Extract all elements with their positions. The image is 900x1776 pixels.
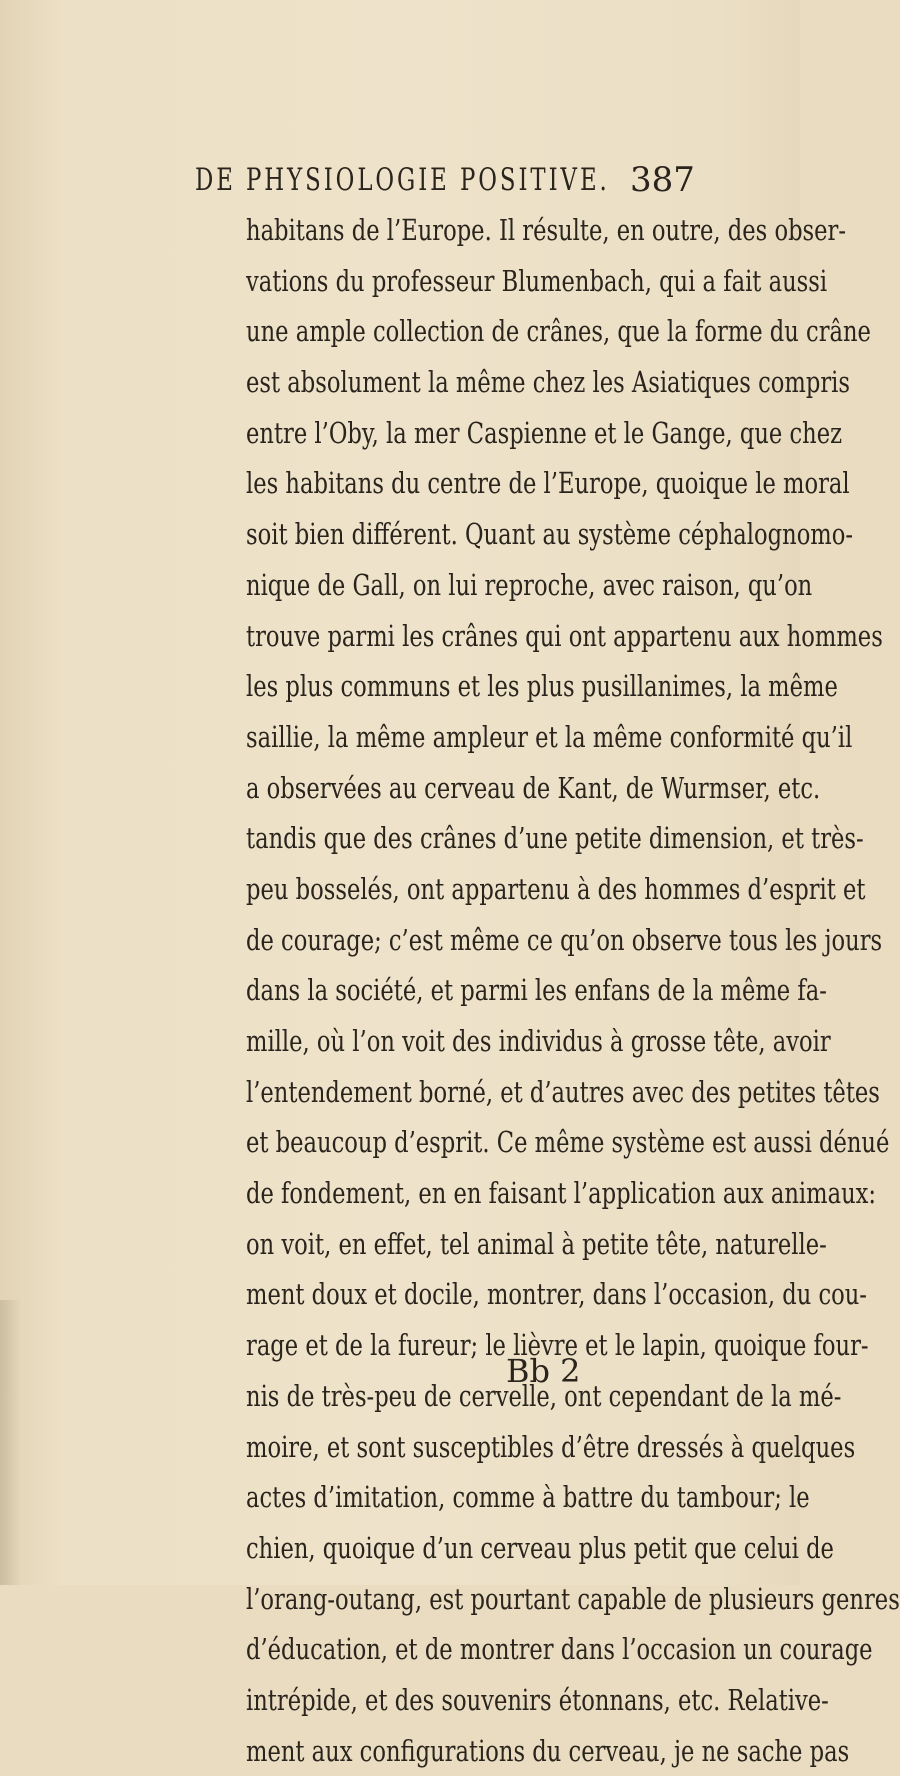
text-line: soit bien différent. Quant au système céphalognomo- [246, 517, 854, 552]
text-line: ment aux configurations du cerveau, je ne sache pas [246, 1733, 850, 1768]
text-line: une ample collection de crânes, que la forme du crâne [246, 314, 871, 349]
text-line: l’orang-outang, est pourtant capable de plusieurs genres [246, 1581, 900, 1616]
text-line: on voit, en effet, tel animal à petite tête, naturelle- [246, 1226, 827, 1261]
signature-mark: Bb 2 [506, 1352, 581, 1390]
text-line: d’éducation, et de montrer dans l’occasion un courage [246, 1632, 873, 1667]
text-line: chien, quoique d’un cerveau plus petit que celui de [246, 1530, 834, 1565]
text-line: moire, et sont susceptibles d’être dressés à quelques [246, 1429, 856, 1464]
text-line: saillie, la même ampleur et la même conformité qu’il [246, 719, 853, 754]
text-line: l’entendement borné, et d’autres avec des petites têtes [246, 1074, 880, 1109]
text-line: trouve parmi les crânes qui ont appartenu aux hommes [246, 618, 883, 653]
text-line: les plus communs et les plus pusillanimes, la même [246, 669, 838, 704]
text-line: dans la société, et parmi les enfans de la même fa- [246, 973, 827, 1008]
text-line: nis de très-peu de cervelle, ont cependant de la mé- [246, 1378, 842, 1413]
text-line: est absolument la même chez les Asiatiques compris [246, 365, 850, 400]
page-header [195, 160, 785, 210]
text-line: a observées au cerveau de Kant, de Wurmser, etc. [246, 770, 821, 805]
text-line: vations du professeur Blumenbach, qui a fait aussi [246, 263, 828, 298]
text-line: et beaucoup d’esprit. Ce même système est aussi dénué [246, 1125, 890, 1160]
body-text [246, 205, 900, 1776]
text-line: ment doux et docile, montrer, dans l’occasion, du cou- [246, 1277, 867, 1312]
text-line: intrépide, et des souvenirs étonnans, etc. Relative- [246, 1682, 829, 1717]
text-line: peu bosselés, ont appartenu à des hommes d’esprit et [246, 871, 866, 906]
text-line: rage et de la fureur; le lièvre et le lapin, quoique four- [246, 1328, 869, 1363]
page-number: 387 [630, 160, 695, 200]
text-line: les habitans du centre de l’Europe, quoique le moral [246, 466, 850, 501]
running-title: DE PHYSIOLOGIE POSITIVE. [195, 162, 610, 198]
text-line: mille, où l’on voit des individus à grosse tête, avoir [246, 1024, 831, 1058]
text-line: tandis que des crânes d’une petite dimension, et très- [246, 821, 864, 856]
page-edge-shadow [0, 1300, 22, 1585]
text-line: actes d’imitation, comme à battre du tambour; le [246, 1480, 810, 1515]
text-line: de courage; c’est même ce qu’on observe tous les jours [246, 922, 883, 957]
text-line: habitans de l’Europe. Il résulte, en outre, des obser- [246, 213, 847, 247]
text-line: nique de Gall, on lui reproche, avec raison, qu’on [246, 567, 813, 602]
text-line: entre l’Oby, la mer Caspienne et le Gange, que chez [246, 415, 843, 450]
text-line: de fondement, en en faisant l’application aux animaux: [246, 1176, 877, 1211]
